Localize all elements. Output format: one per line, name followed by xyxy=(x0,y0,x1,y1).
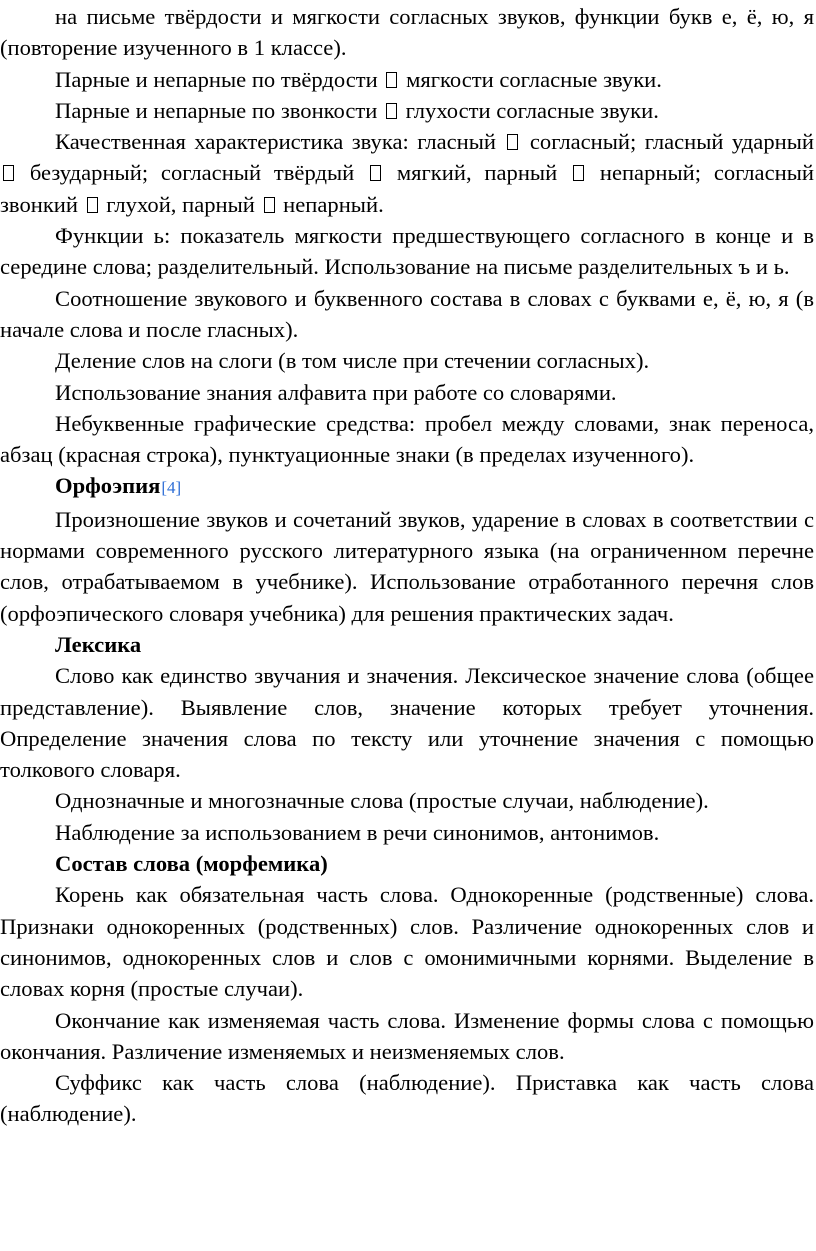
paragraph-orthoepy xyxy=(0,504,816,629)
paragraph-graphics-continuation xyxy=(0,1,816,64)
paragraph-sound-letter-ratio xyxy=(0,283,816,346)
paragraph-text-part: непарный; согласный звонкий xyxy=(0,160,814,217)
paragraph-lexicon-word-meaning xyxy=(0,660,816,785)
section-heading-morphemics xyxy=(0,848,816,879)
paragraph-text-part: непарный. xyxy=(277,191,384,217)
paragraph-text: Соотношение звукового и буквенного состава в словах с буквами е, ё, ю, я (в начале слова и после гласных). xyxy=(0,285,814,342)
heading-text: Лексика xyxy=(55,631,142,657)
paragraph-lexicon-synonyms xyxy=(0,817,816,848)
paragraph-text-part: глухой, парный xyxy=(100,191,261,217)
heading-text: Орфоэпия xyxy=(55,473,161,499)
missing-glyph-box-icon xyxy=(386,103,397,119)
paragraph-text-part: мягкий, парный xyxy=(384,160,571,186)
paragraph-morphemics-suffix-prefix xyxy=(0,1067,816,1130)
paragraph-text: Использование знания алфавита при работе со словарями. xyxy=(55,379,617,405)
section-heading-orthoepy xyxy=(0,470,816,503)
paragraph-text: Однозначные и многозначные слова (простые случаи, наблюдение). xyxy=(55,788,709,814)
paragraph-text: Окончание как изменяемая часть слова. Изменение формы слова с помощью окончания. Различение изменяемых и неизменяемых слов. xyxy=(0,1007,814,1064)
paragraph-text-part: Качественная характеристика звука: гласный xyxy=(55,129,505,155)
paragraph-text: Наблюдение за использованием в речи синонимов, антонимов. xyxy=(55,819,660,845)
paragraph-text-part: Парные и непарные по звонкости xyxy=(55,97,384,123)
paragraph-text: Суффикс как часть слова (наблюдение). Приставка как часть слова (наблюдение). xyxy=(0,1070,814,1127)
paragraph-text: Деление слов на слоги (в том числе при стечении согласных). xyxy=(55,348,650,374)
paragraph-text: Корень как обязательная часть слова. Однокоренные (родственные) слова. Признаки однокоренных (родственных) слов. Различение однокоренных слов и синонимов, однокоренных слов и слов с омонимичными корнями. Выделение в словах корня (простые случаи). xyxy=(0,882,814,1002)
missing-glyph-box-icon xyxy=(573,165,584,181)
paragraph-text: Слово как единство звучания и значения. Лексическое значение слова (общее представление). Выявление слов, значение которых требует уточнения. Определение значения слова по тексту или уточнение значения с помощью толкового словаря. xyxy=(0,663,814,783)
paragraph-lexicon-polysemy xyxy=(0,785,816,816)
paragraph-sound-characteristics xyxy=(0,126,816,220)
missing-glyph-box-icon xyxy=(3,165,14,181)
footnote-reference-link[interactable]: [4] xyxy=(161,478,182,498)
paragraph-text: Небуквенные графические средства: пробел между словами, знак переноса, абзац (красная строка), пунктуационные знаки (в пределах изученного). xyxy=(0,410,814,468)
paragraph-text-part: безударный; согласный твёрдый xyxy=(17,160,368,186)
missing-glyph-box-icon xyxy=(386,72,397,88)
paragraph-hardness-softness xyxy=(0,64,816,95)
paragraph-text-part: глухости согласные звуки. xyxy=(400,97,659,123)
paragraph-text: Произношение звуков и сочетаний звуков, ударение в словах в соответствии с нормами современного русского литературного языка (на ограниченном перечне слов, отрабатываемом в учебнике). Использование отработанного перечня слов (орфоэпического словаря учебника) для решения практических задач. xyxy=(0,506,814,626)
missing-glyph-box-icon xyxy=(264,197,275,213)
paragraph-text-part: согласный; гласный ударный xyxy=(521,129,814,155)
paragraph-alphabet xyxy=(0,377,816,408)
paragraph-text-part: Парные и непарные по твёрдости xyxy=(55,66,384,92)
missing-glyph-box-icon xyxy=(370,165,381,181)
missing-glyph-box-icon xyxy=(87,197,98,213)
paragraph-soft-sign-functions xyxy=(0,220,816,283)
missing-glyph-box-icon xyxy=(507,134,518,150)
paragraph-text-part: мягкости согласные звуки. xyxy=(400,66,662,92)
paragraph-syllables xyxy=(0,345,816,376)
heading-text: Состав слова (морфемика) xyxy=(55,851,328,877)
paragraph-morphemics-ending xyxy=(0,1005,816,1068)
paragraph-text: Функции ь: показатель мягкости предшествующего согласного в конце и в середине слова; разделительный. Использование на письме разделительных ъ и ь. xyxy=(0,223,814,280)
paragraph-voiced-voiceless xyxy=(0,95,816,126)
paragraph-text: на письме твёрдости и мягкости согласных звуков, функции букв е, ё, ю, я (повторение изученного в 1 классе). xyxy=(0,4,814,61)
section-heading-lexicon xyxy=(0,629,816,660)
paragraph-morphemics-root xyxy=(0,879,816,1004)
paragraph-graphic-means xyxy=(0,408,816,471)
